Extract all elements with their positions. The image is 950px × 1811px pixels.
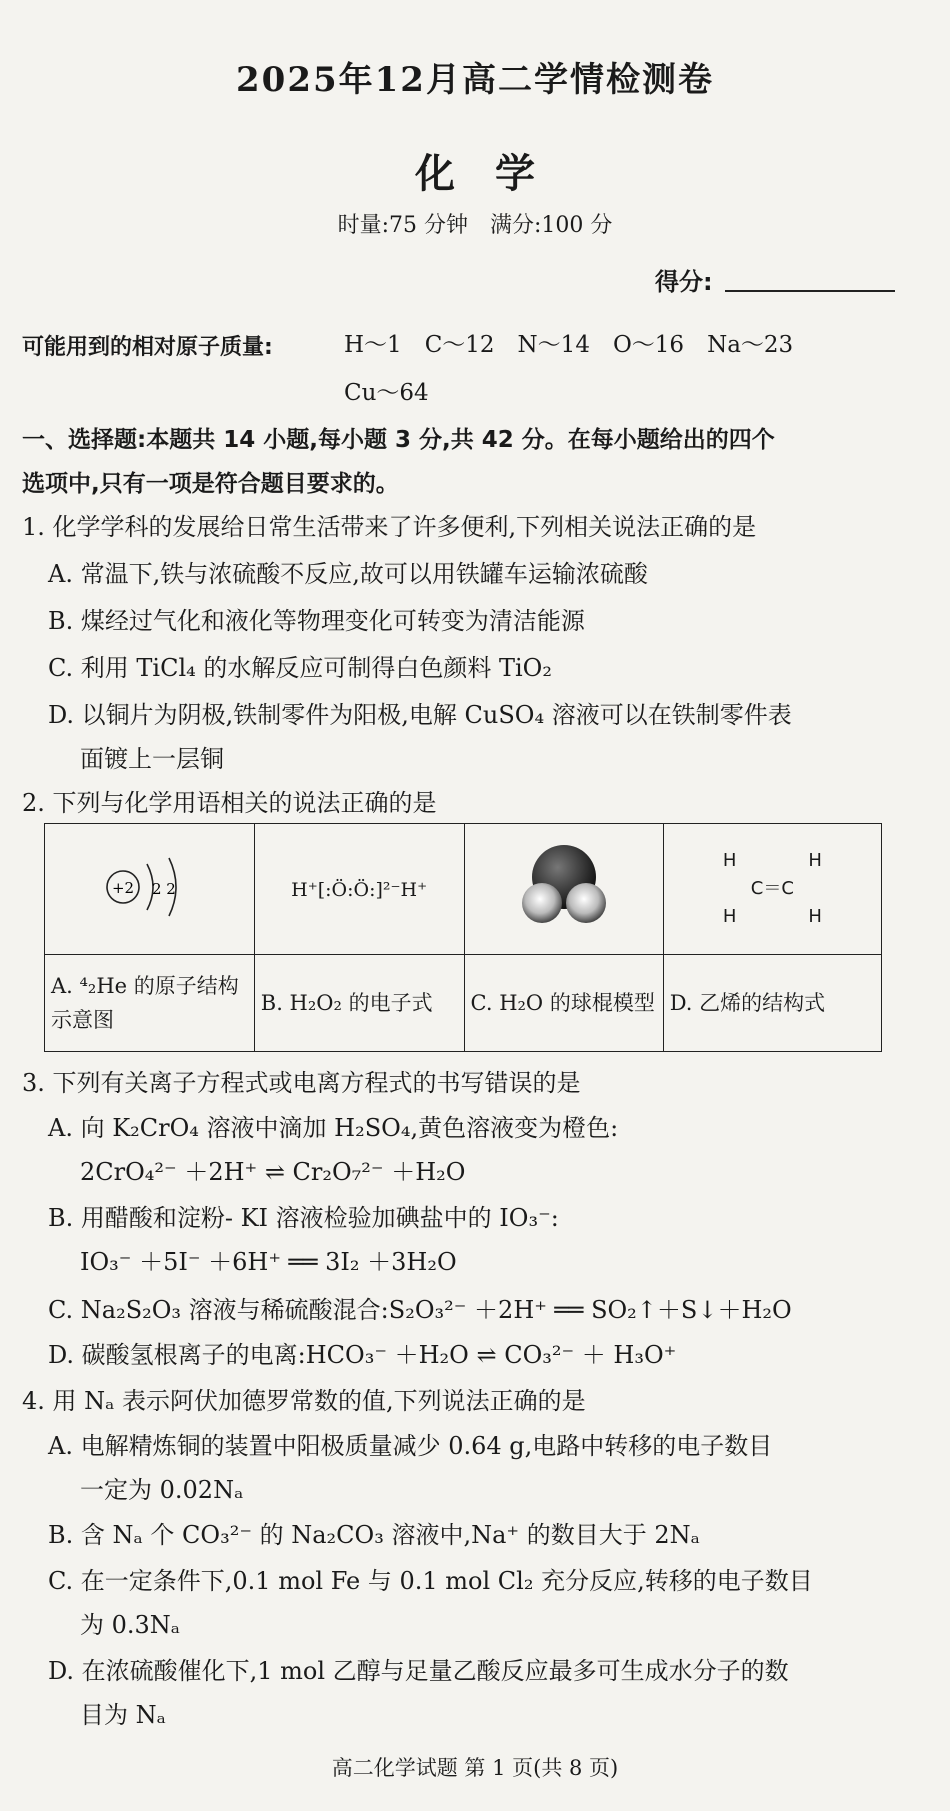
q1-stem: 1. 化学学科的发展给日常生活带来了许多便利,下列相关说法正确的是 [22, 513, 757, 541]
q3-option-b: B. 用醋酸和淀粉- KI 溶液检验加碘盐中的 IO₃⁻: [48, 1204, 559, 1232]
q4-option-a-cont: 一定为 0.02Nₐ [80, 1476, 244, 1504]
exam-title: 2025年12月高二学情检测卷 [236, 60, 714, 100]
q2-option-b: B. H₂O₂ 的电子式 [254, 955, 464, 1052]
q3-option-c: C. Na₂S₂O₃ 溶液与稀硫酸混合:S₂O₃²⁻ ＋2H⁺ ══ SO₂↑＋S↓＋H₂O [48, 1296, 792, 1324]
q4-option-b: B. 含 Nₐ 个 CO₃²⁻ 的 Na₂CO₃ 溶液中,Na⁺ 的数目大于 2Nₐ [48, 1521, 700, 1549]
ethylene-bottom-h: H H [722, 906, 822, 927]
subject-title: 化学 [415, 150, 575, 197]
atomic-mass-values: H～1 C～12 N～14 O～16 Na～23 [344, 332, 794, 358]
q1-option-d: D. 以铜片为阴极,铁制零件为阳极,电解 CuSO₄ 溶液可以在铁制零件表 [48, 701, 792, 729]
score-label: 得分: [655, 268, 713, 296]
q4-option-c: C. 在一定条件下,0.1 mol Fe 与 0.1 mol Cl₂ 充分反应,转移的电子数目 [48, 1567, 813, 1595]
q4-option-d: D. 在浓硫酸催化下,1 mol 乙醇与足量乙酸反应最多可生成水分子的数 [48, 1657, 789, 1685]
time-score-info: 时量:75 分钟 满分:100 分 [337, 213, 613, 238]
q2-figure-a [45, 824, 255, 955]
atomic-mass-label: 可能用到的相对原子质量: [22, 335, 273, 360]
q3-option-a-eq: 2CrO₄²⁻ ＋2H⁺ ⇌ Cr₂O₇²⁻ ＋H₂O [80, 1158, 466, 1186]
h2o2-electron-formula: H⁺[:Ö:Ö:]²⁻H⁺ [291, 879, 428, 901]
q2-option-a: A. ⁴₂He 的原子结构示意图 [45, 955, 255, 1052]
ethylene-top-h: H H [722, 850, 822, 871]
section-heading-line1: 一、选择题:本题共 14 小题,每小题 3 分,共 42 分。在每小题给出的四个 [22, 427, 775, 453]
electron-shells: 2 2 [152, 879, 177, 898]
q2-figure-c [464, 824, 663, 955]
q3-option-a: A. 向 K₂CrO₄ 溶液中滴加 H₂SO₄,黄色溶液变为橙色: [48, 1114, 619, 1142]
q4-option-d-cont: 目为 Nₐ [80, 1701, 166, 1729]
q2-figure-d [663, 824, 881, 955]
q3-stem: 3. 下列有关离子方程式或电离方程式的书写错误的是 [22, 1069, 581, 1097]
q4-option-c-cont: 为 0.3Nₐ [80, 1611, 181, 1639]
atomic-mass-values-2: Cu～64 [344, 380, 429, 406]
nucleus-charge: +2 [112, 878, 135, 897]
q3-option-d: D. 碳酸氢根离子的电离:HCO₃⁻ ＋H₂O ⇌ CO₃²⁻ ＋ H₃O⁺ [48, 1341, 677, 1369]
score-blank-line[interactable] [725, 290, 895, 292]
q1-option-d-cont: 面镀上一层铜 [80, 745, 224, 773]
q1-option-b: B. 煤经过气化和液化等物理变化可转变为清洁能源 [48, 607, 585, 635]
q1-option-a: A. 常温下,铁与浓硫酸不反应,故可以用铁罐车运输浓硫酸 [48, 560, 648, 588]
section-heading-line2: 选项中,只有一项是符合题目要求的。 [22, 471, 399, 497]
q1-option-c: C. 利用 TiCl₄ 的水解反应可制得白色颜料 TiO₂ [48, 654, 552, 682]
q2-figure-b [254, 824, 464, 955]
q2-stem: 2. 下列与化学用语相关的说法正确的是 [22, 789, 437, 817]
q2-options-table [44, 823, 882, 1052]
q4-stem: 4. 用 Nₐ 表示阿伏加德罗常数的值,下列说法正确的是 [22, 1387, 586, 1415]
q4-option-a: A. 电解精炼铜的装置中阳极质量减少 0.64 g,电路中转移的电子数目 [48, 1432, 773, 1460]
page-footer: 高二化学试题 第 1 页(共 8 页) [331, 1756, 619, 1780]
atom-structure-diagram [89, 842, 209, 932]
ball-model-image [509, 837, 619, 937]
ethylene-double-bond: C＝C [750, 878, 794, 899]
q2-option-c: C. H₂O 的球棍模型 [464, 955, 663, 1052]
q2-option-d: D. 乙烯的结构式 [663, 955, 881, 1052]
q3-option-b-eq: IO₃⁻ ＋5I⁻ ＋6H⁺ ══ 3I₂ ＋3H₂O [80, 1248, 457, 1276]
